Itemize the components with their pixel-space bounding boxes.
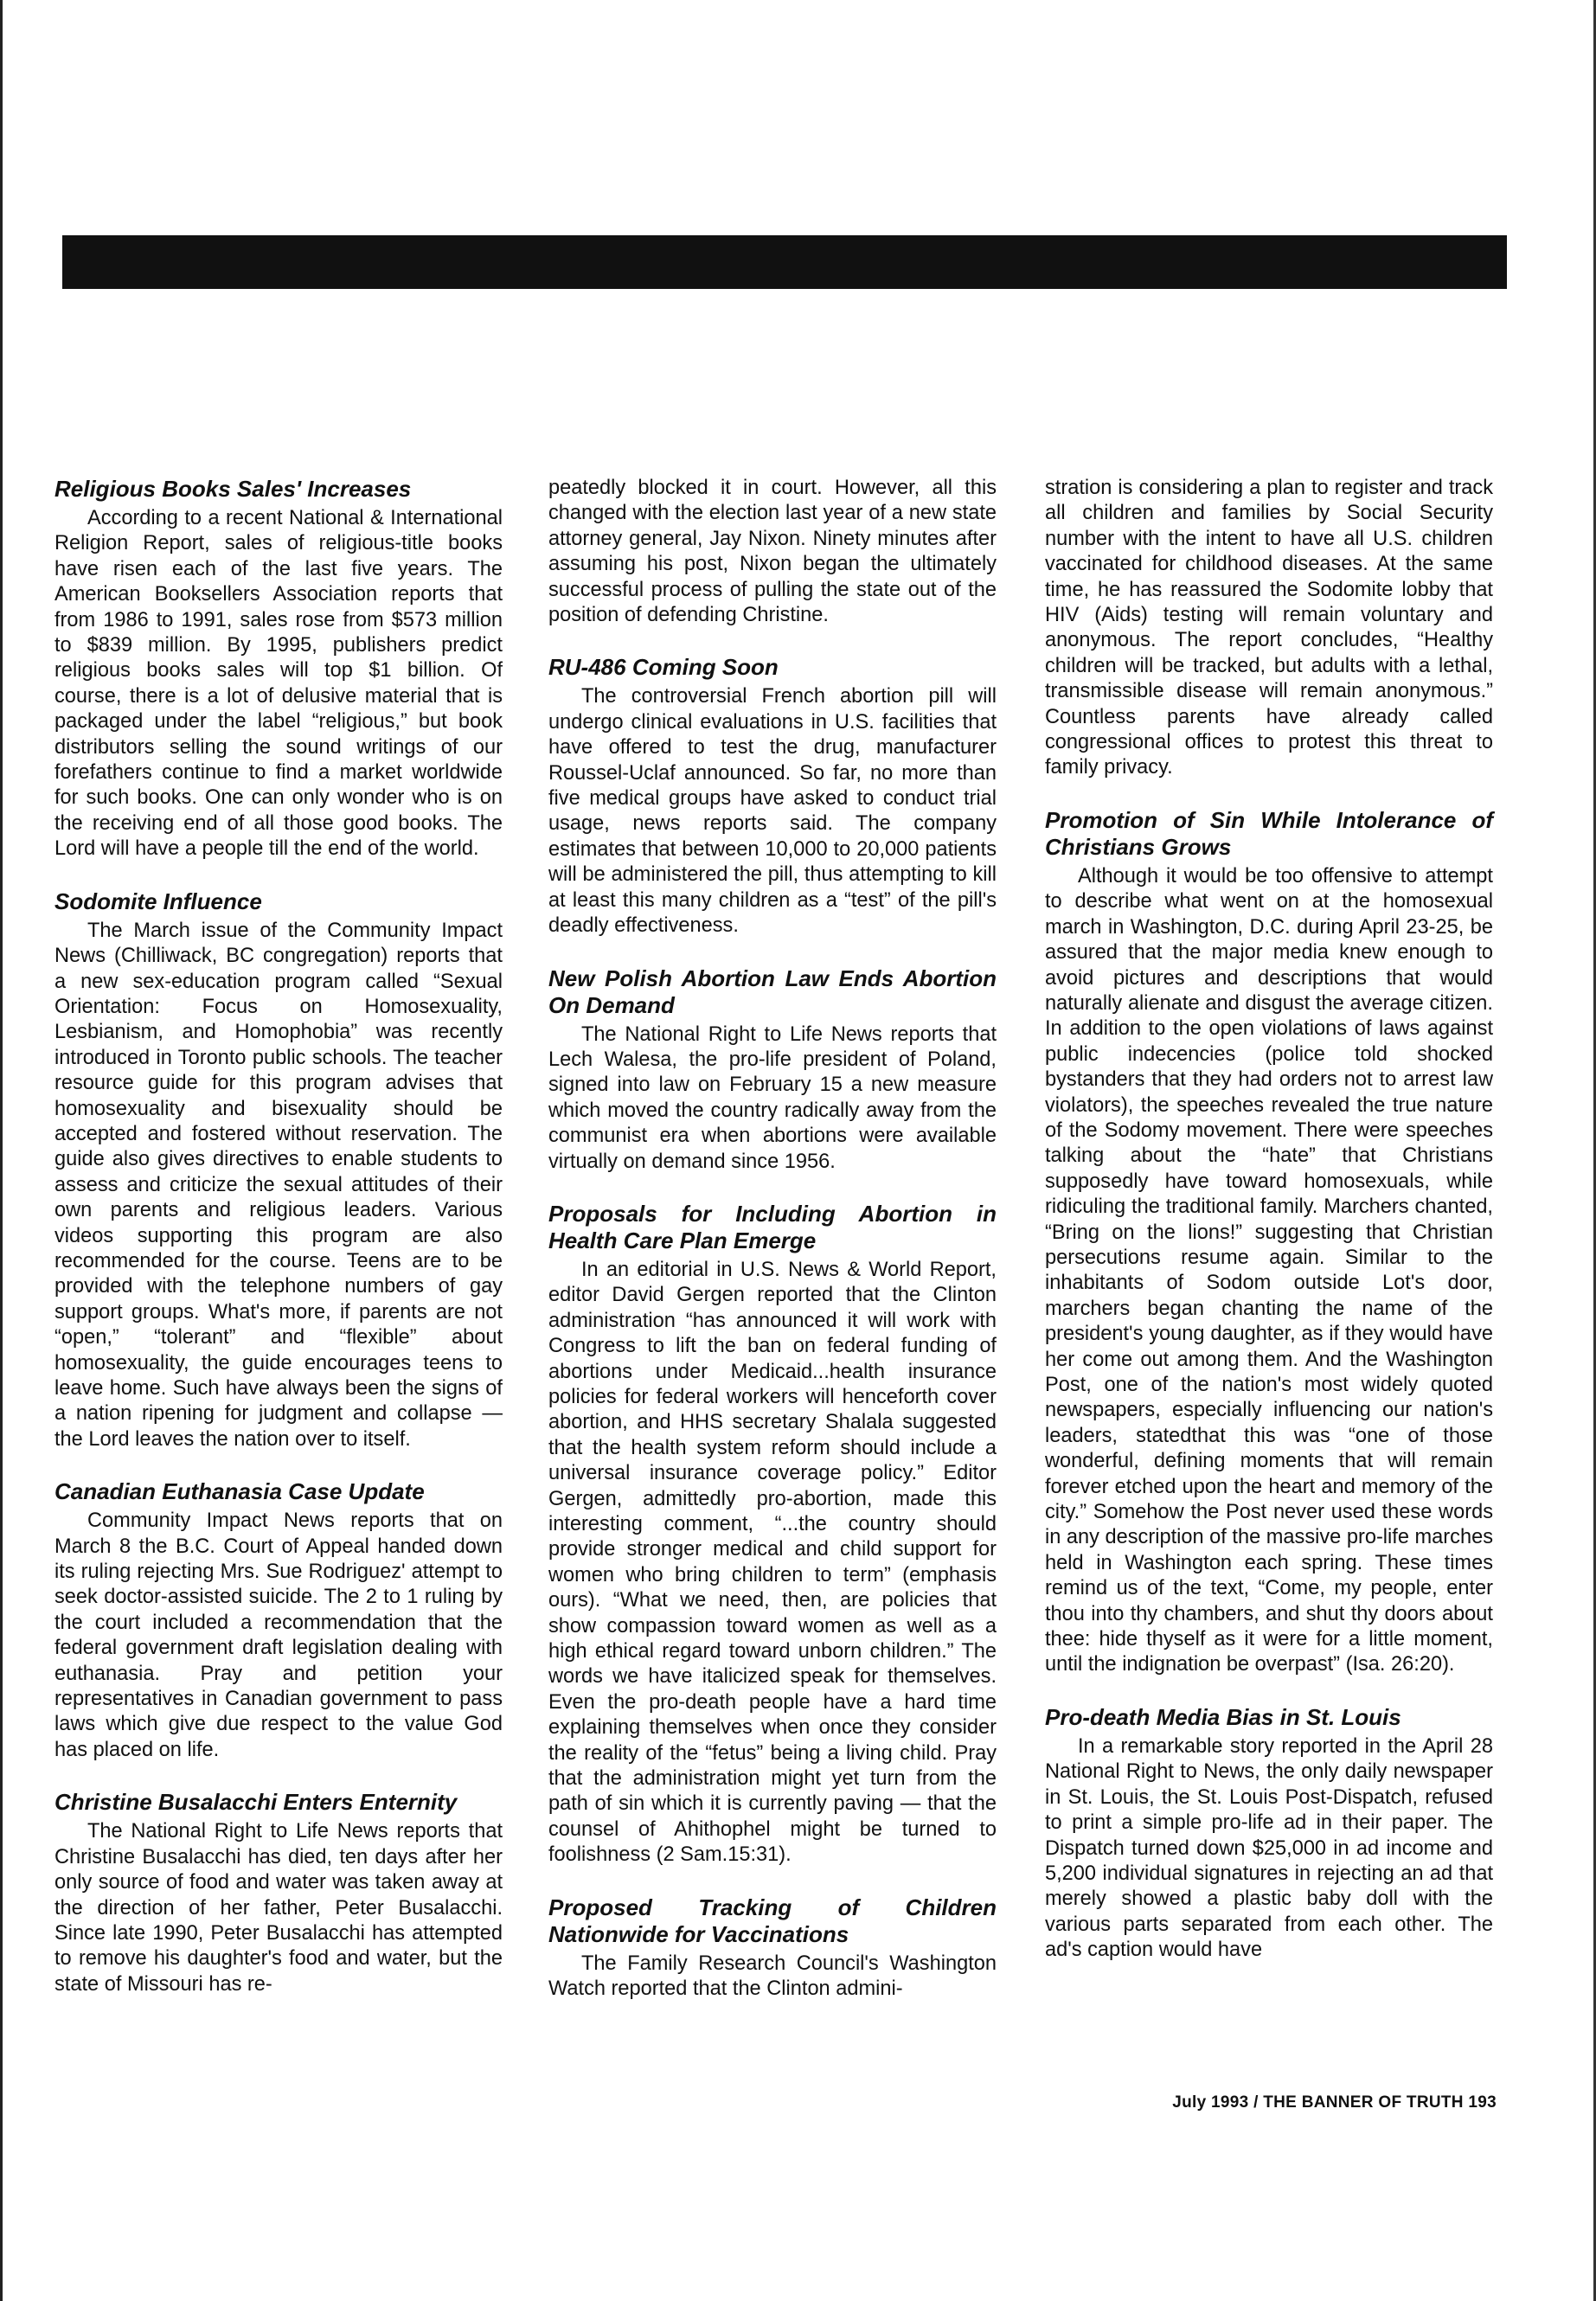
article-polish-abortion-law <box>548 965 997 1175</box>
article-body: The National Right to Life News reports that Christine Busalacchi has died, ten days after her only source of food and water was taken away at the direction of her father, Peter Busalacchi. Since late 1990, Peter Busalacchi has attempted to remove his daughter's food and water, but the state of Missouri has re- <box>54 1820 503 1996</box>
article-body: peatedly blocked it in court. However, all this changed with the election last year of a new state attorney general, Jay Nixon. Ninety minutes after assuming his post, Nixon began the ultimately successful process of pulling the state out of the position of defending Christine. <box>548 477 997 627</box>
column-1 <box>54 476 503 2023</box>
page-footer: July 1993 / THE BANNER OF TRUTH 193 <box>1172 2093 1497 2112</box>
article-heading: Proposed Tracking of Children Nationwide for Vaccinations <box>548 1894 997 1947</box>
article-heading: RU-486 Coming Soon <box>548 654 779 681</box>
column-3 <box>1045 476 1493 1990</box>
article-heading: Christine Busalacchi Enters Enternity <box>54 1789 458 1816</box>
article-ru486 <box>548 654 997 939</box>
article-body: In an editorial in U.S. News & World Report, editor David Gergen reported that the Clinton administration “has announced it will work with Congress to lift the ban on federal funding of abortions under Medicaid...health insurance policies for federal workers will henceforth cover abortion, and HHS secretary Shalala suggested that the health system reform should include a universal insurance coverage policy.” Editor Gergen, admittedly pro-abortion, made this interesting comment, “...the country should provide stronger medical and child support for women who bring children to term” (emphasis ours). “What we need, then, are policies that show compassion toward women as well as a high ethical regard toward unborn children.” The words we have italicized speak for themselves. Even the pro-death people have a hard time explaining themselves when once they consider the reality of the “fetus” being a living child. Pray that the administration might yet turn from the path of sin which it is currently paving — that the counsel of Ahithophel might be turned to foolishness (2 Sam.15:31). <box>548 1258 997 1867</box>
article-christine-busalacchi <box>54 1789 503 1997</box>
article-body: The Family Research Council's Washington Watch reported that the Clinton admini- <box>548 1952 997 2001</box>
article-heading: Promotion of Sin While Intolerance of Christians Grows <box>1045 806 1493 860</box>
article-canadian-euthanasia <box>54 1478 503 1763</box>
article-continuation <box>548 476 997 628</box>
article-heading: Sodomite Influence <box>54 888 262 914</box>
article-body: Community Impact News reports that on March 8 the B.C. Court of Appeal handed down its ruling rejecting Mrs. Sue Rodriguez' attempt to seek doctor-assisted suicide. The 2 to 1 ruling by the court included a recommendation that the federal government draft legislation dealing with euthanasia. Pray and petition your representatives in Canadian government to pass laws which give due respect to the value God has placed on life. <box>54 1509 503 1761</box>
column-2 <box>548 476 997 2029</box>
article-media-bias-st-louis <box>1045 1704 1493 1964</box>
article-sodomite-influence <box>54 888 503 1453</box>
article-health-care-plan <box>548 1201 997 1868</box>
header-black-bar <box>62 235 1507 289</box>
article-body: The controversial French abortion pill will undergo clinical evaluations in U.S. facilities that have offered to test the drug, manufacturer Roussel-Uclaf announced. So far, no more than five medical groups have asked to conduct trial usage, news reports said. The company estimates that between 10,000 to 20,000 patients will be administered the pill, thus attempting to kill at least this many children as a “test” of the pill's deadly effectiveness. <box>548 685 997 938</box>
article-body: stration is considering a plan to register and track all children and families by Social Security number with the intent to have all U.S. children vaccinated for childhood diseases. At the same time, he has reassured the Sodomite lobby that HIV (Aids) testing will remain voluntary and anonymous. The report concludes, “Healthy children will be tracked, but adults with a lethal, transmissible disease will remain anonymous.” Countless parents have already called congressional offices to protest this threat to family privacy. <box>1045 477 1493 779</box>
article-heading: Canadian Euthanasia Case Update <box>54 1478 425 1505</box>
article-heading: Pro-death Media Bias in St. Louis <box>1045 1703 1401 1730</box>
article-body: In a remarkable story reported in the April 28 National Right to News, the only daily newspaper in St. Louis, the St. Louis Post-Dispatch, refused to print a simple pro-life ad in their paper. The Dispatch turned down $25,000 in ad income and 5,200 individual signatures in rejecting an ad that merely showed a plastic baby doll with the various parts separated from each other. The ad's caption would have <box>1045 1734 1493 1962</box>
article-body: The March issue of the Community Impact News (Chilliwack, BC congregation) reports that a new sex-education program called “Sexual Orientation: Focus on Homosexuality, Lesbianism, and Homophobia” was recently introduced in Toronto public schools. The teacher resource guide for this program advises that homosexuality and bisexuality should be accepted and fostered without reservation. The guide also gives directives to enable students to assess and criticize the sexual attitudes of their own parents and religious leaders. Various videos supporting this program are also recommended for the course. Teens are to be provided with the telephone numbers of gay support groups. What's more, if parents are not “open,” “tolerant” and “flexible” about homosexuality, the guide encourages teens to leave home. Such have always been the signs of a nation ripening for judgment and collapse — the Lord leaves the nation over to itself. <box>54 919 503 1451</box>
article-heading: Proposals for Including Abortion in Health Care Plan Emerge <box>548 1200 997 1253</box>
article-religious-books <box>54 476 503 862</box>
article-body: Although it would be too offensive to attempt to describe what went on at the homosexual march in Washington, D.C. during April 23-25, be assured that the major media knew enough to avoid pictures and descriptions that would naturally alienate and disgust the average citizen. In addition to the open violations of laws against public indecencies (police told shocked bystanders that they had orders not to arrest law violators), the speeches revealed the true nature of the Sodomy movement. There were speeches talking about the “hate” that Christians supposedly have toward homosexuals, while ridiculing the traditional family. Marchers chanted, “Bring on the lions!” suggesting that Christian persecutions resume again. Similar to the inhabitants of Sodom outside Lot's door, marchers began chanting the name of the president's young daughter, as if they would have her come out among them. And the Washington Post, one of the nation's most widely quoted newspapers, especially influencing our nation's leaders, statedthat this was “one of those wonderful, defining moments that will remain forever etched upon the heart and memory of the city.” Somehow the Post never used these words in any description of the massive pro-life marches held in Washington each spring. These times remind us of the text, “Come, my people, enter thou into thy chambers, and shut thy doors about thee: hide thyself as it were for a little moment, until the indignation be overpast” (Isa. 26:20). <box>1045 864 1493 1676</box>
article-tracking-children <box>548 1894 997 2003</box>
article-promotion-of-sin <box>1045 807 1493 1678</box>
article-body: The National Right to Life News reports that Lech Walesa, the pro-life president of Poland, signed into law on February 15 a new measure which moved the country radically away from the communist era when abortions were available virtually on demand since 1956. <box>548 1022 997 1173</box>
article-continuation <box>1045 476 1493 781</box>
article-body: According to a recent National & International Religion Report, sales of religious-title books have risen each of the last five years. The American Booksellers Association reports that from 1986 to 1991, sales rose from $573 million to $839 million. By 1995, publishers predict religious books sales will top $1 billion. Of course, there is a lot of delusive material that is packaged under the label “religious,” but book distributors selling the sound writings of our forefathers continue to find a market worldwide for such books. One can only wonder who is on the receiving end of all those good books. The Lord will have a people till the end of the world. <box>54 507 503 861</box>
article-heading: New Polish Abortion Law Ends Abortion On Demand <box>548 965 997 1018</box>
scan-left-edge <box>0 0 3 2301</box>
article-heading: Religious Books Sales' Increases <box>54 476 412 502</box>
